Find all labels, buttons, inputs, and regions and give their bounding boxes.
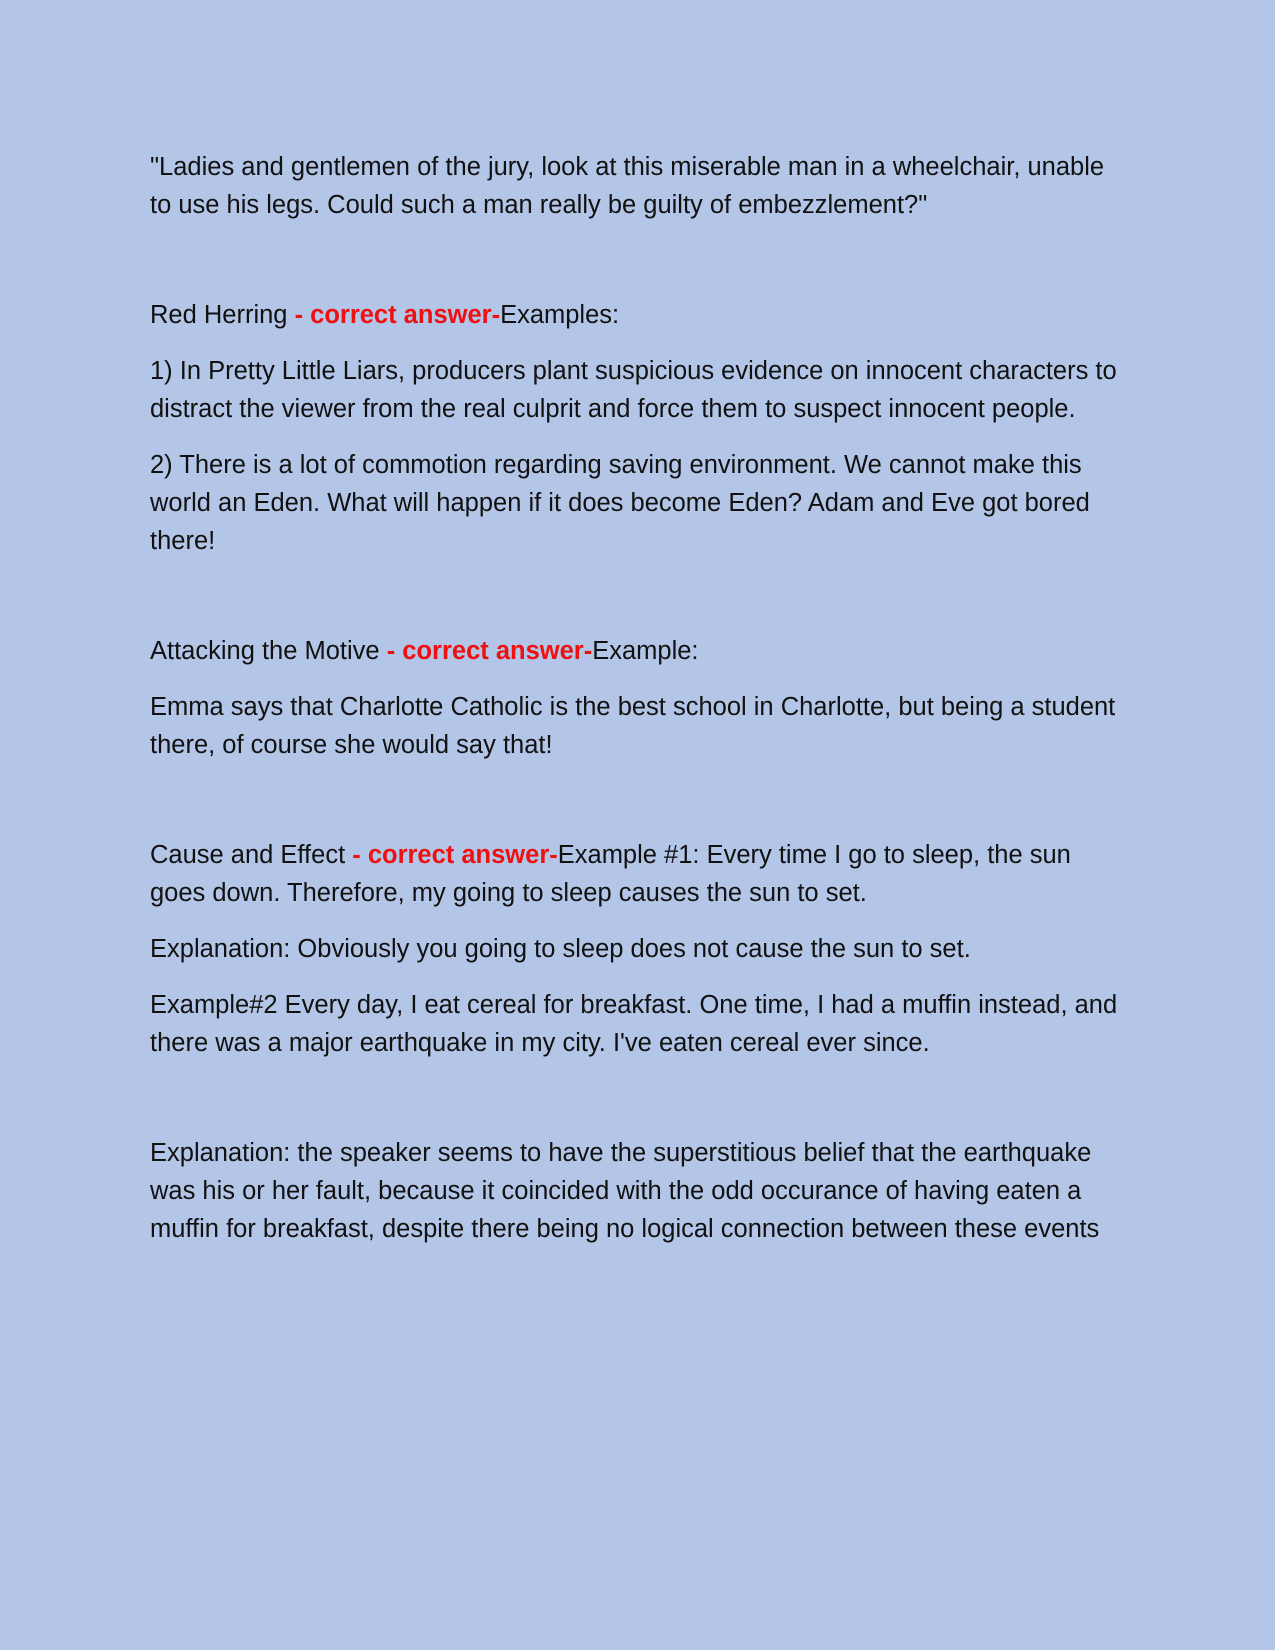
document-page <box>150 148 1125 1248</box>
attacking-motive-heading <box>150 632 1125 670</box>
answer-marker: - correct answer- <box>294 301 501 329</box>
red-herring-example-1: 1) In Pretty Little Liars, producers plant suspicious evidence on innocent characters to distract the viewer from the real culprit and force them to suspect innocent people. <box>150 357 1117 423</box>
cause-effect-explanation-1: Explanation: Obviously you going to sleep does not cause the sun to set. <box>150 935 971 963</box>
answer-text: Example #1: Every time I go to sleep, the sun goes down. Therefore, my going to sleep causes the sun to set. <box>150 841 1071 907</box>
cause-effect-heading <box>150 836 1125 912</box>
answer-marker: - correct answer- <box>352 841 558 869</box>
term-label: Attacking the Motive <box>150 637 387 665</box>
cause-effect-explanation-2: Explanation: the speaker seems to have the superstitious belief that the earthquake was his or her fault, because it coincided with the odd occurance of having eaten a muffin for breakfast, despite there being no logical connection between these events <box>150 1139 1100 1243</box>
answer-text: Examples: <box>500 301 620 329</box>
attacking-motive-example: Emma says that Charlotte Catholic is the best school in Charlotte, but being a student there, of course she would say that! <box>150 693 1116 759</box>
jury-quote: "Ladies and gentlemen of the jury, look at this miserable man in a wheelchair, unable to use his legs. Could such a man really be guilty of embezzlement?" <box>150 153 1105 219</box>
answer-text: Example: <box>592 637 699 665</box>
red-herring-example-2: 2) There is a lot of commotion regarding saving environment. We cannot make this world an Eden. What will happen if it does become Eden? Adam and Eve got bored there! <box>150 451 1090 555</box>
answer-marker: - correct answer- <box>386 637 593 665</box>
red-herring-heading <box>150 296 1125 334</box>
term-label: Cause and Effect <box>150 841 353 869</box>
term-label: Red Herring <box>150 301 295 329</box>
cause-effect-example-2: Example#2 Every day, I eat cereal for breakfast. One time, I had a muffin instead, and there was a major earthquake in my city. I've eaten cereal ever since. <box>150 991 1118 1057</box>
